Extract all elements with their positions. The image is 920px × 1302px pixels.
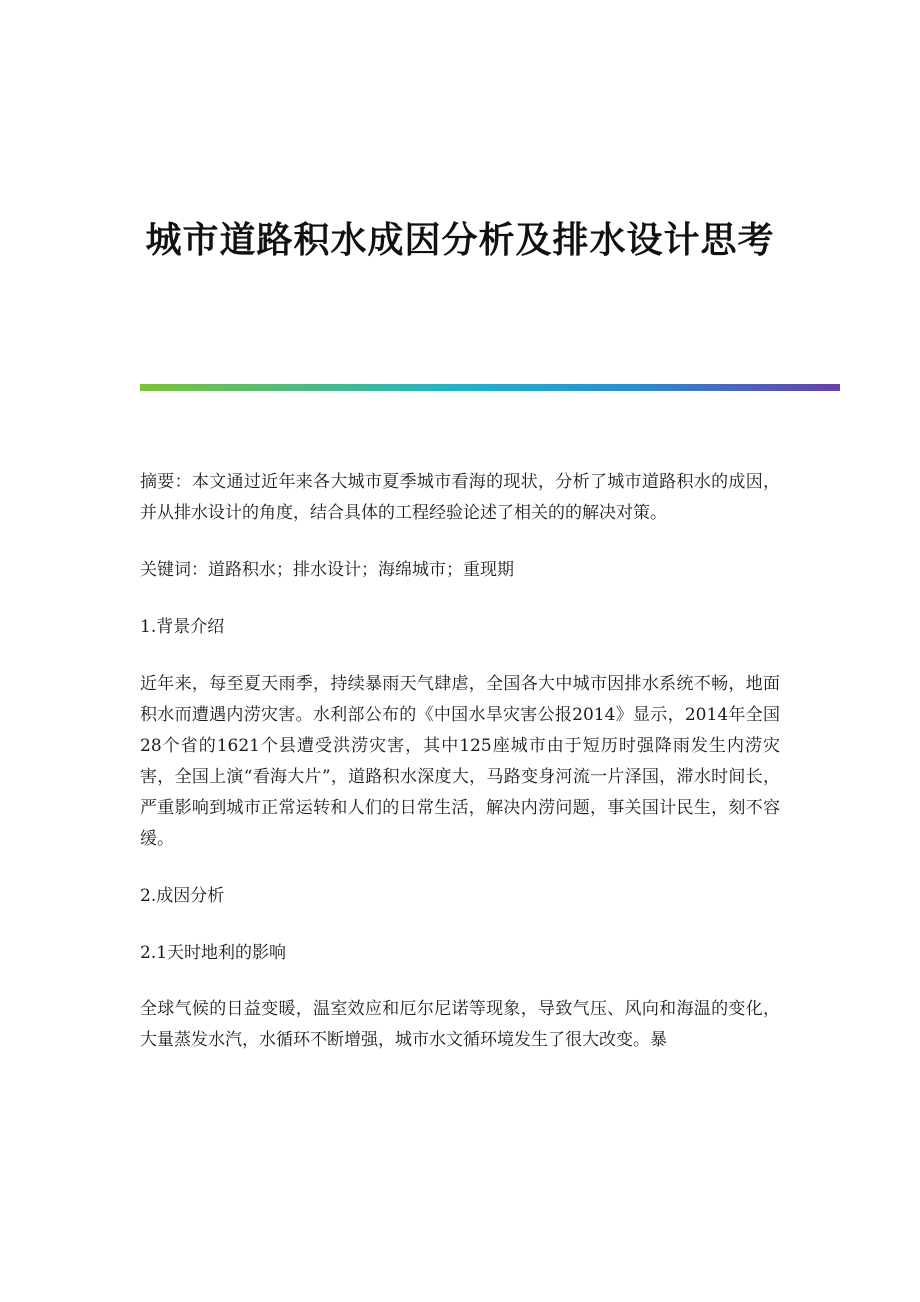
abstract-paragraph: 摘要：本文通过近年来各大城市夏季城市看海的现状，分析了城市道路积水的成因，并从排水设计的角度，结合具体的工程经验论述了相关的的解决对策。 [140, 472, 780, 523]
keywords-paragraph: 关键词：道路积水；排水设计；海绵城市；重现期 [140, 560, 514, 580]
section-1-heading: 1.背景介绍 [140, 617, 225, 637]
title-divider [140, 384, 840, 391]
section-1-body: 近年来，每至夏天雨季，持续暴雨天气肆虐，全国各大中城市因排水系统不畅，地面积水而遭遇内涝灾害。水利部公布的《中国水旱灾害公报2014》显示，2014年全国28个省的1621个县遭受洪涝灾害，其中125座城市由于短历时强降雨发生内涝灾害，全国上演“看海大片”，道路积水深度大，马路变身河流一片泽国，滞水时间长，严重影响到城市正常运转和人们的日常生活，解决内涝问题，事关国计民生，刻不容缓。 [140, 674, 780, 849]
document-title: 城市道路积水成因分析及排水设计思考 [145, 219, 775, 261]
section-2-heading: 2.成因分析 [140, 886, 225, 906]
section-2-1-heading: 2.1天时地利的影响 [140, 943, 287, 963]
section-2-1-body: 全球气候的日益变暖，温室效应和厄尔尼诺等现象，导致气压、风向和海温的变化，大量蒸发水汽，水循环不断增强，城市水文循环境发生了很大改变。暴 [140, 999, 780, 1050]
document-body [140, 467, 780, 1082]
